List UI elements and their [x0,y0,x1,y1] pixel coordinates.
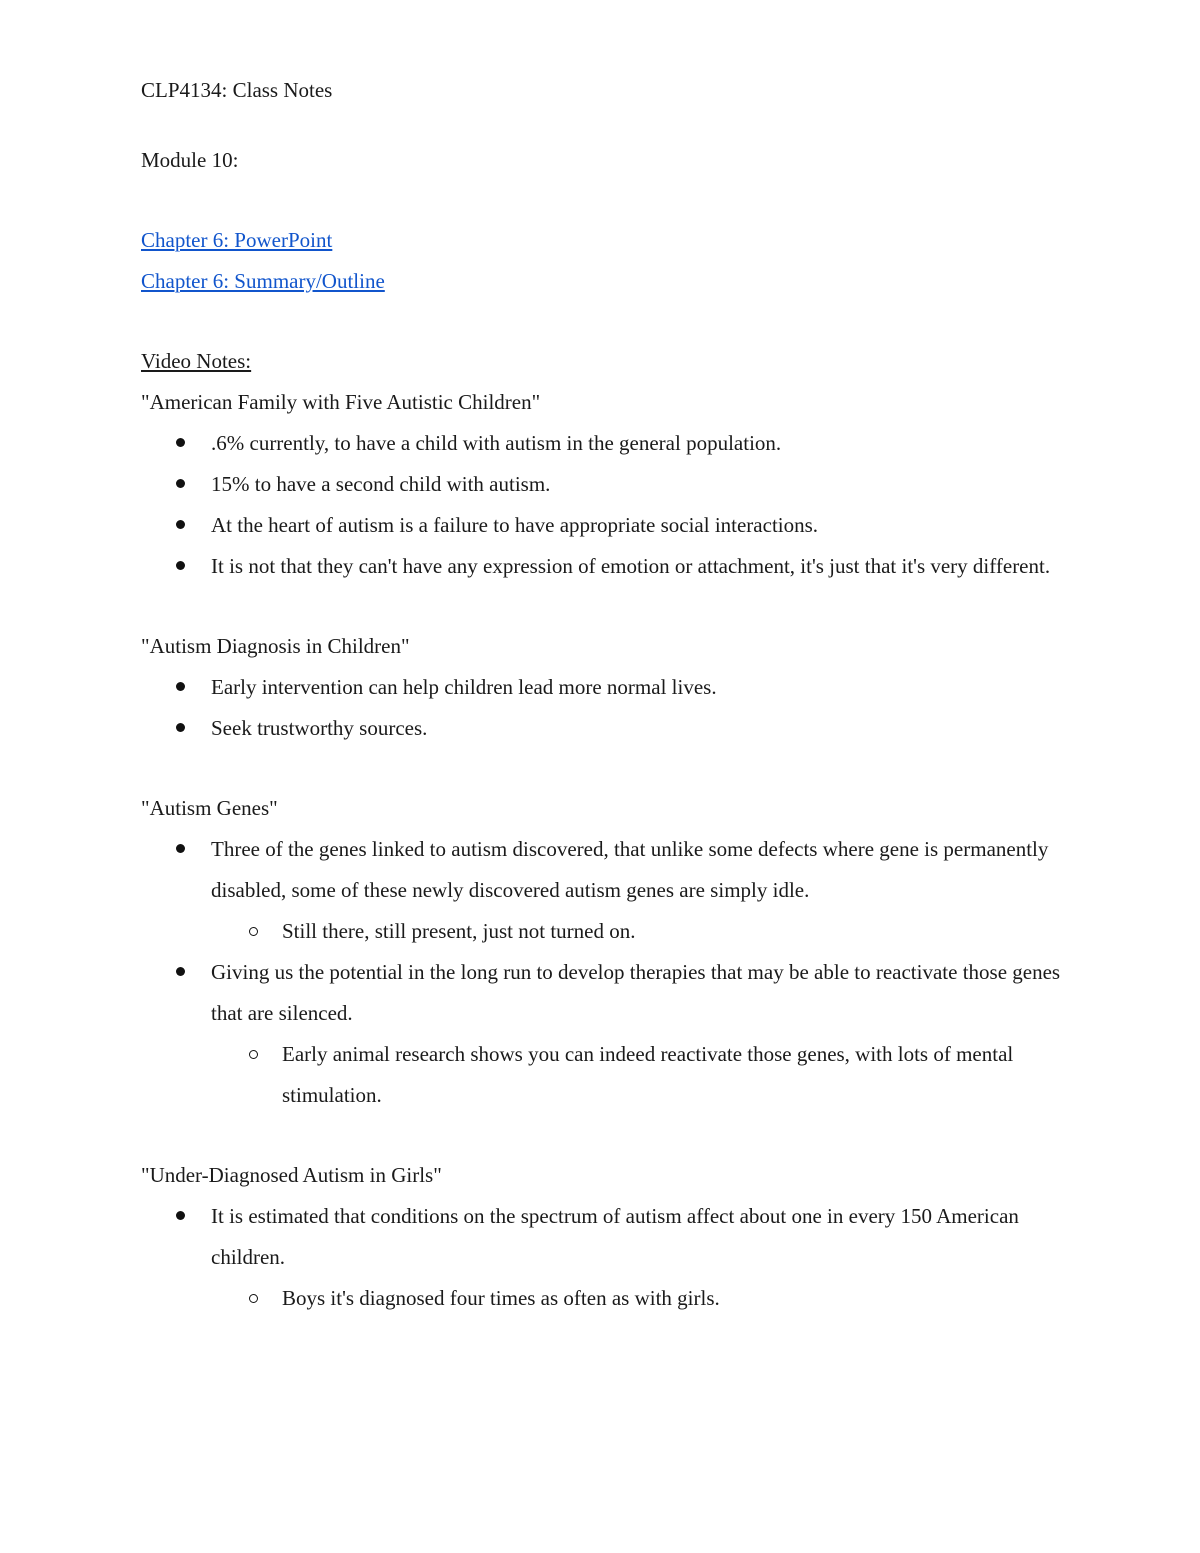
link-row [141,261,1081,302]
sub-list-item [141,911,1081,952]
list-item-text: Three of the genes linked to autism discovered, that unlike some defects where gene is permanently disabled, some of these newly discovered autism genes are simply idle. [211,837,1049,902]
bullet-list [141,667,1081,749]
bullet-list [141,423,1081,587]
bullet-icon [176,1211,185,1220]
section-title: "American Family with Five Autistic Children" [141,390,541,414]
section-title: "Autism Genes" [141,796,278,820]
sub-list-item [141,1278,1081,1319]
list-item [141,464,1081,505]
list-item [141,423,1081,464]
bullet-icon [176,561,185,570]
list-item-text: .6% currently, to have a child with autism in the general population. [211,431,782,455]
video-notes-label: Video Notes: [141,349,252,373]
section-title: "Under-Diagnosed Autism in Girls" [141,1163,442,1187]
bullet-icon [176,438,185,447]
document-page [141,70,1081,1319]
spacer [141,749,1081,788]
list-item-text: Seek trustworthy sources. [211,716,428,740]
bullet-icon [176,723,185,732]
summary-outline-link[interactable]: Chapter 6: Summary/Outline [141,269,385,293]
module-heading: Module 10: [141,148,239,172]
link-row [141,220,1081,261]
bullet-icon [176,967,185,976]
document-title: CLP4134: Class Notes [141,78,333,102]
spacer [141,181,1081,220]
spacer [141,587,1081,626]
bullet-icon [176,479,185,488]
list-item [141,505,1081,546]
hollow-bullet-icon [249,1050,258,1059]
bullet-icon [176,844,185,853]
list-item [141,667,1081,708]
list-item-text: 15% to have a second child with autism. [211,472,551,496]
list-item-text: At the heart of autism is a failure to have appropriate social interactions. [211,513,819,537]
list-item-text: Early animal research shows you can indeed reactivate those genes, with lots of mental stimulation. [282,1042,1014,1107]
list-item-text: Boys it's diagnosed four times as often as with girls. [282,1286,720,1310]
bullet-icon [176,520,185,529]
list-item [141,829,1081,911]
powerpoint-link[interactable]: Chapter 6: PowerPoint [141,228,333,252]
bullet-list [141,829,1081,1116]
spacer [141,302,1081,341]
list-item-text: Giving us the potential in the long run to develop therapies that may be able to reactivate those genes that are silenced. [211,960,1061,1025]
list-item-text: Early intervention can help children lead more normal lives. [211,675,717,699]
hollow-bullet-icon [249,927,258,936]
sub-list-item [141,1034,1081,1116]
list-item-text: Still there, still present, just not turned on. [282,919,636,943]
list-item [141,708,1081,749]
bullet-list [141,1196,1081,1319]
list-item [141,546,1081,587]
list-item-text: It is not that they can't have any expression of emotion or attachment, it's just that it's very different. [211,554,1051,578]
bullet-icon [176,682,185,691]
spacer [141,111,1081,140]
section-title: "Autism Diagnosis in Children" [141,634,410,658]
video-notes-heading [141,341,1081,382]
hollow-bullet-icon [249,1294,258,1303]
spacer [141,1116,1081,1155]
list-item-text: It is estimated that conditions on the spectrum of autism affect about one in every 150 American children. [211,1204,1019,1269]
list-item [141,952,1081,1034]
list-item [141,1196,1081,1278]
